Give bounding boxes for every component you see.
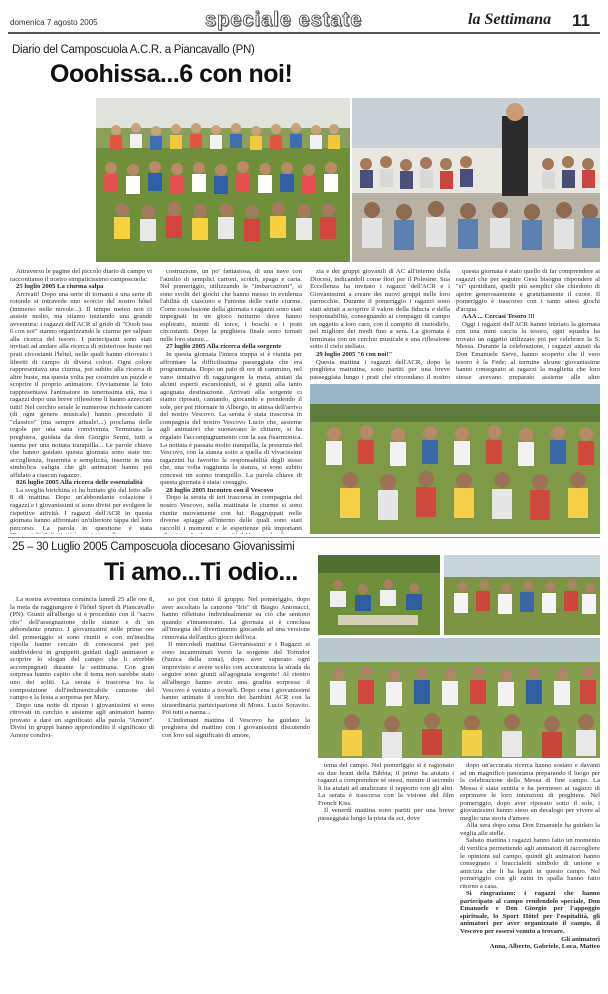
giovanissimi-group-photo (318, 638, 600, 758)
article1-column-2: costruzione, un po' fantasiosa, di una nave con l'ausilio di semplici cartoni, scotch, spago e carta. Nel pomeriggio, utilizzando le "imbarcazioni", si sono svolti dei giochi che hanno messo in evidenza l'abilità di ciascuno e l'unione delle varie ciurme. Come conclusione della giornata i ragazzi sono stati impegnati in un gioco notturno dove hanno esplorato, muniti di torce, i boschi e i prati circostanti. Dopo la preghiera finale sono tornati nelle loro stanze... 27 luglio 2005 Alla ricerca della sorgente In questa giornata l'intera truppa si è riunita per affrontare la difficilissima passeggiata che era programmata. Dopo un paio di ore di cammino, nel vano tentativo di raggiungere la meta, aiutati da alcuni esperti escursionisti, si è giunti alla tanto agognata destinazione. Arrivati alla sorgente ci siamo riposati, cantando, giocando e prendendo il sole, per poi ritornare in Albergo, in attesa dell'arrivo del nostro Vescovo. La serata è stata trascorsa in compagnia del nostro Vescovo Lucio che, assieme agli animatori che suonavano le chitarre, si ha regalato l'accompagnamento con la sua fisarmonica. La nottata è passata molto tranquilla, la presenza del Vescovo, con la stanza sotto a quella di vivacissimi ragazzini ha favorito la responsabilità degli stessi che, una volta raggiunta la stanza, si sono subito concessi un sonno tranquillo. La parola chiave di questa giornata è stata: coraggio. 28 luglio 2005 Incontro con il Vescovo Dopo la serata di ieri trascorsa in compagnia del nostro Vescovo, nella mattinata le ciurme si sono riunite nuovamente con lui. Raggruppati nelle diverse spiagge all'interno delle quali sono stati raccolti i momenti e le esperienze più importanti (160, 268, 302, 532)
article1-kicker: Diario del Camposcuola A.C.R. a Piancavallo (PN) (12, 44, 255, 56)
group-photo-acr (96, 98, 350, 262)
article1-column-3: zia e dei gruppi giovanili di AC all'interno della Diocesi, indicandoli come fiori per il Polesine. Sua Eccellenza ha invitato i ragazzi dell'ACR e i Giovanissimi a creare dei nuovi gruppi nelle loro parrocchie. Durante il pomeriggio i ragazzi sono stati aiutati a scoprire il valore della fiducia e della responsabilità, consegnando ai compagni di campo un oggetto a loro caro, con il compito di custodirlo, nel migliore dei modi fino a sera. La giornata è terminata con un cerchio musicale e una riflessione sotto il cielo stellato. 29 luglio 2005 "6 con noi!" Questa mattina i ragazzi dell'ACR, dopo la preghiera mattutina, sono partiti per una breve passeggiata lungo i prati che circondano il nostro (310, 268, 450, 380)
article2-column-1: La nostra avventura comincia lunedì 25 alle ore 8, la meta da raggiungere è l'hôtel Sport di Piancavallo (PN). Giunti all'albergo si è proceduto con il "sacro rito" dell'assegnazione delle stanze e di un abbondante pranzo. I giovanissimi nelle prime ore del pomeriggio si sono riuniti e con un'insolita cipolla hanno cercato di conoscersi per poi suddividersi in gruppetti guidati dagli animatori e scoprire lo slogan del campo che li avrebbe accompagnati durante la settimana. Con gran sorpresa hanno capito che il tema non sarebbe stato uno dei soliti. La serata è trascorsa tra la composizione dell'indimenticabile canzone del campo e la festa a sorpresa per Mary. Dopo una notte di riposo i giovanissimi si sono ritrovati in cerchio e assieme agli animatori hanno provato a dare un significato alla parola "Amore". Divisi in gruppi hanno approfondito il significato di Amore condivi- (10, 596, 154, 739)
article2-kicker: 25 – 30 Luglio 2005 Camposcuola diocesano Giovanissimi (12, 541, 295, 553)
header-rule (8, 32, 600, 34)
page-date: domenica 7 agosto 2005 (10, 18, 98, 27)
article2-title: Ti amo...Ti odio... (104, 558, 298, 586)
article2-column-4: dopo un'accurata ricerca hanno sostato e davanti ad un magnifico panorama preparando il luogo per la celebrazione della Messa di fine campo. La Messa è stata sentita e ha permesso ai ragazzi di esprimere le loro intenzioni di preghiera. Nel pomeriggio, dopo aver riposato sotto il sole, i giovanissimi hanno steso un decalogo per vivere al meglio una storia d'amore. Alla sera dopo cena Don Emanuele ha guidato la veglia alle stelle. Sabato mattina i ragazzi hanno fatto un momento di verifica permettendo agli animatori di raccogliere le opinioni sul campo, quindi gli animatori hanno consegnato i braccialetti simbolo di unione e amicizia che li ha legati in questo campo. Nel pomeriggio con gli zaini in spalla hanno fatto ritorno a casa. Si ringraziano: i ragazzi che hanno partecipato al campo rendendolo speciale, Don Emanuele e Don Giorgio per l'appoggio spirituale, lo Sport Hôtel per l'ospitalità, gli animatori per aver organizzato il campo, il Vescovo per essersi venuto a trovare. Gli animatori Anna, Alberto, Gabriele, Luca, Matteo (460, 762, 600, 951)
newspaper-logo: la Settimana (468, 11, 552, 28)
article-divider (8, 537, 600, 538)
page-number: 11 (572, 11, 590, 30)
outdoor-group-photo (310, 384, 600, 534)
article1-column-4: questa giornata è stato quello di far comprendere ai ragazzi che per seguire Gesù bisogna rispondere al "sì" quotidiani, quelli più semplici che chiedono di aprire generosamente e gratuitamente il cuore. Il pomeriggio è trascorso con i tanto attesi giochi d'acqua. AAA ... Cercasi Tesoro !!! Oggi i ragazzi dell'ACR hanno iniziato la giornata con una mini caccia la tesoro, ogni squadra ha trovato un oggetto utilizzato poi per celebrare la S. Messa. Durante la celebrazione, i ragazzi aiutati da Don Emanuele Sieve, hanno scoperto che il vero tesoro è la Fede; al termine alcune giovanissime hanno consegnato ai ragazzi la maglietta che loro stesse avevano preparato assieme alle altre (456, 268, 600, 380)
bishop-meeting-photo (352, 98, 600, 262)
hikers-photo (444, 555, 600, 635)
picnic-photo (318, 555, 440, 635)
article1-column-1: Attraverso le pagine del piccolo diario di campo vi raccontiamo il nostro simpaticissimo camposcuola: 25 luglio 2005 La ciurma salpa Arrivati! Dopo una serie di tornanti e una serie di rotonde si intravede uno scorcio del nostro hôtel (immerso nelle nuvole...). Il tempo meteo non ci assiste molto, ma stiamo iniziando una grande avventura: i ragazzi dell'ACR al grido di "Oooh issa 6 con noi" stanno organizzando le ciurme per salpare alla ricerca del tesoro. I partecipanti sono stati invitati ad andare alla ricerca di misteriose buste nei prati circostanti l'hôtel, nelle quali hanno ritrovato i libretti di campo di diversi colori. Ogni colore rappresentava una ciurma, poi subito alla ricerca di altre buste, ma questa volta per costruire un puzzle e scoprire il proprio animatore. Ovviamente la foto rappresentava l'animatore in tenerissima età, ma i ragazzi dopo una breve riflessione li hanno azzeccati tutti! Nel cerchio serale le numerose richieste canore (di ogni genere musicale) hanno preceduto il "classico" (ma sempre attuale!...) proclama delle regole per una sana convivenza. Terminata la preghiera, guidata da don Giorgio Sermi, tutti a nanna per una nottata tranquilla... Le parole chiave che hanno guidato questa giornata sono state tre: accoglienza, fraternità e semplicità, inserite in una simbolica valigia che gli animatori hanno poi affidato a ciascun ragazzo. 026 luglio 2005 Alla ricerca delle essenzialità La sveglia birichina ci ha buttato giù dal letto alle 8 di mattina. Dopo un'abbondante colazione i ragazzi e i giovanissimi si sono divisi per svolgere le rispettive attività. I ragazzi dell'ACR in questa giornata hanno affrontato un'ulteriore tappa del loro percorso. La parola in questione è stata (10, 268, 152, 532)
section-title: speciale estate (205, 9, 363, 31)
article1-title: Ooohissa...6 con noi! (50, 60, 293, 88)
article2-column-3: tema del campo. Nel pomeriggio si è ragionato su due brani della Bibbia; il primo ha aiutato i ragazzi a comprendere sé stessi, mentre il secondo li ha aiutati ad analizzare il rapporto con gli altri. La serata è trascorsa con la visione del film French Kiss. Il venerdì mattina sono partiti per una breve passeggiata lungo la pista da sci, dove (318, 762, 454, 822)
article2-column-2: so poi con tutto il gruppo. Nel pomeriggio, dopo aver ascoltato la canzone "Iris" di Biagio Antonacci, hanno riflettuto individualmente su ciò che sentono quando s'innamorano. La giornata si è conclusa all'insegna del divertimento giocando ad una versione rinnovata dell'antico gioco dell'oca. Il mercoledì mattina Giovanissimi e i Ragazzi si sono incamminati verso la sorgente del Tornidor (l'unica della zona), dopo aver superato ogni imprevisto e avere scelto con accuratezza la strada da seguire sono giunti all'agognata sorgente! Al rientro all'albergo hanno avuto una gradita sorpresa: il Vescovo è venuto a trovarli. Dopo cena i giovanissimi hanno animato il cerchio dei bambini ACR con la straordinaria partecipazione di Mons. Lucio Soravito. Poi tutti a nanna... L'indomani mattina il Vescovo ha guidato la preghiera del mattino con i giovanissimi discutendo con loro sul significato di amore, (162, 596, 310, 739)
